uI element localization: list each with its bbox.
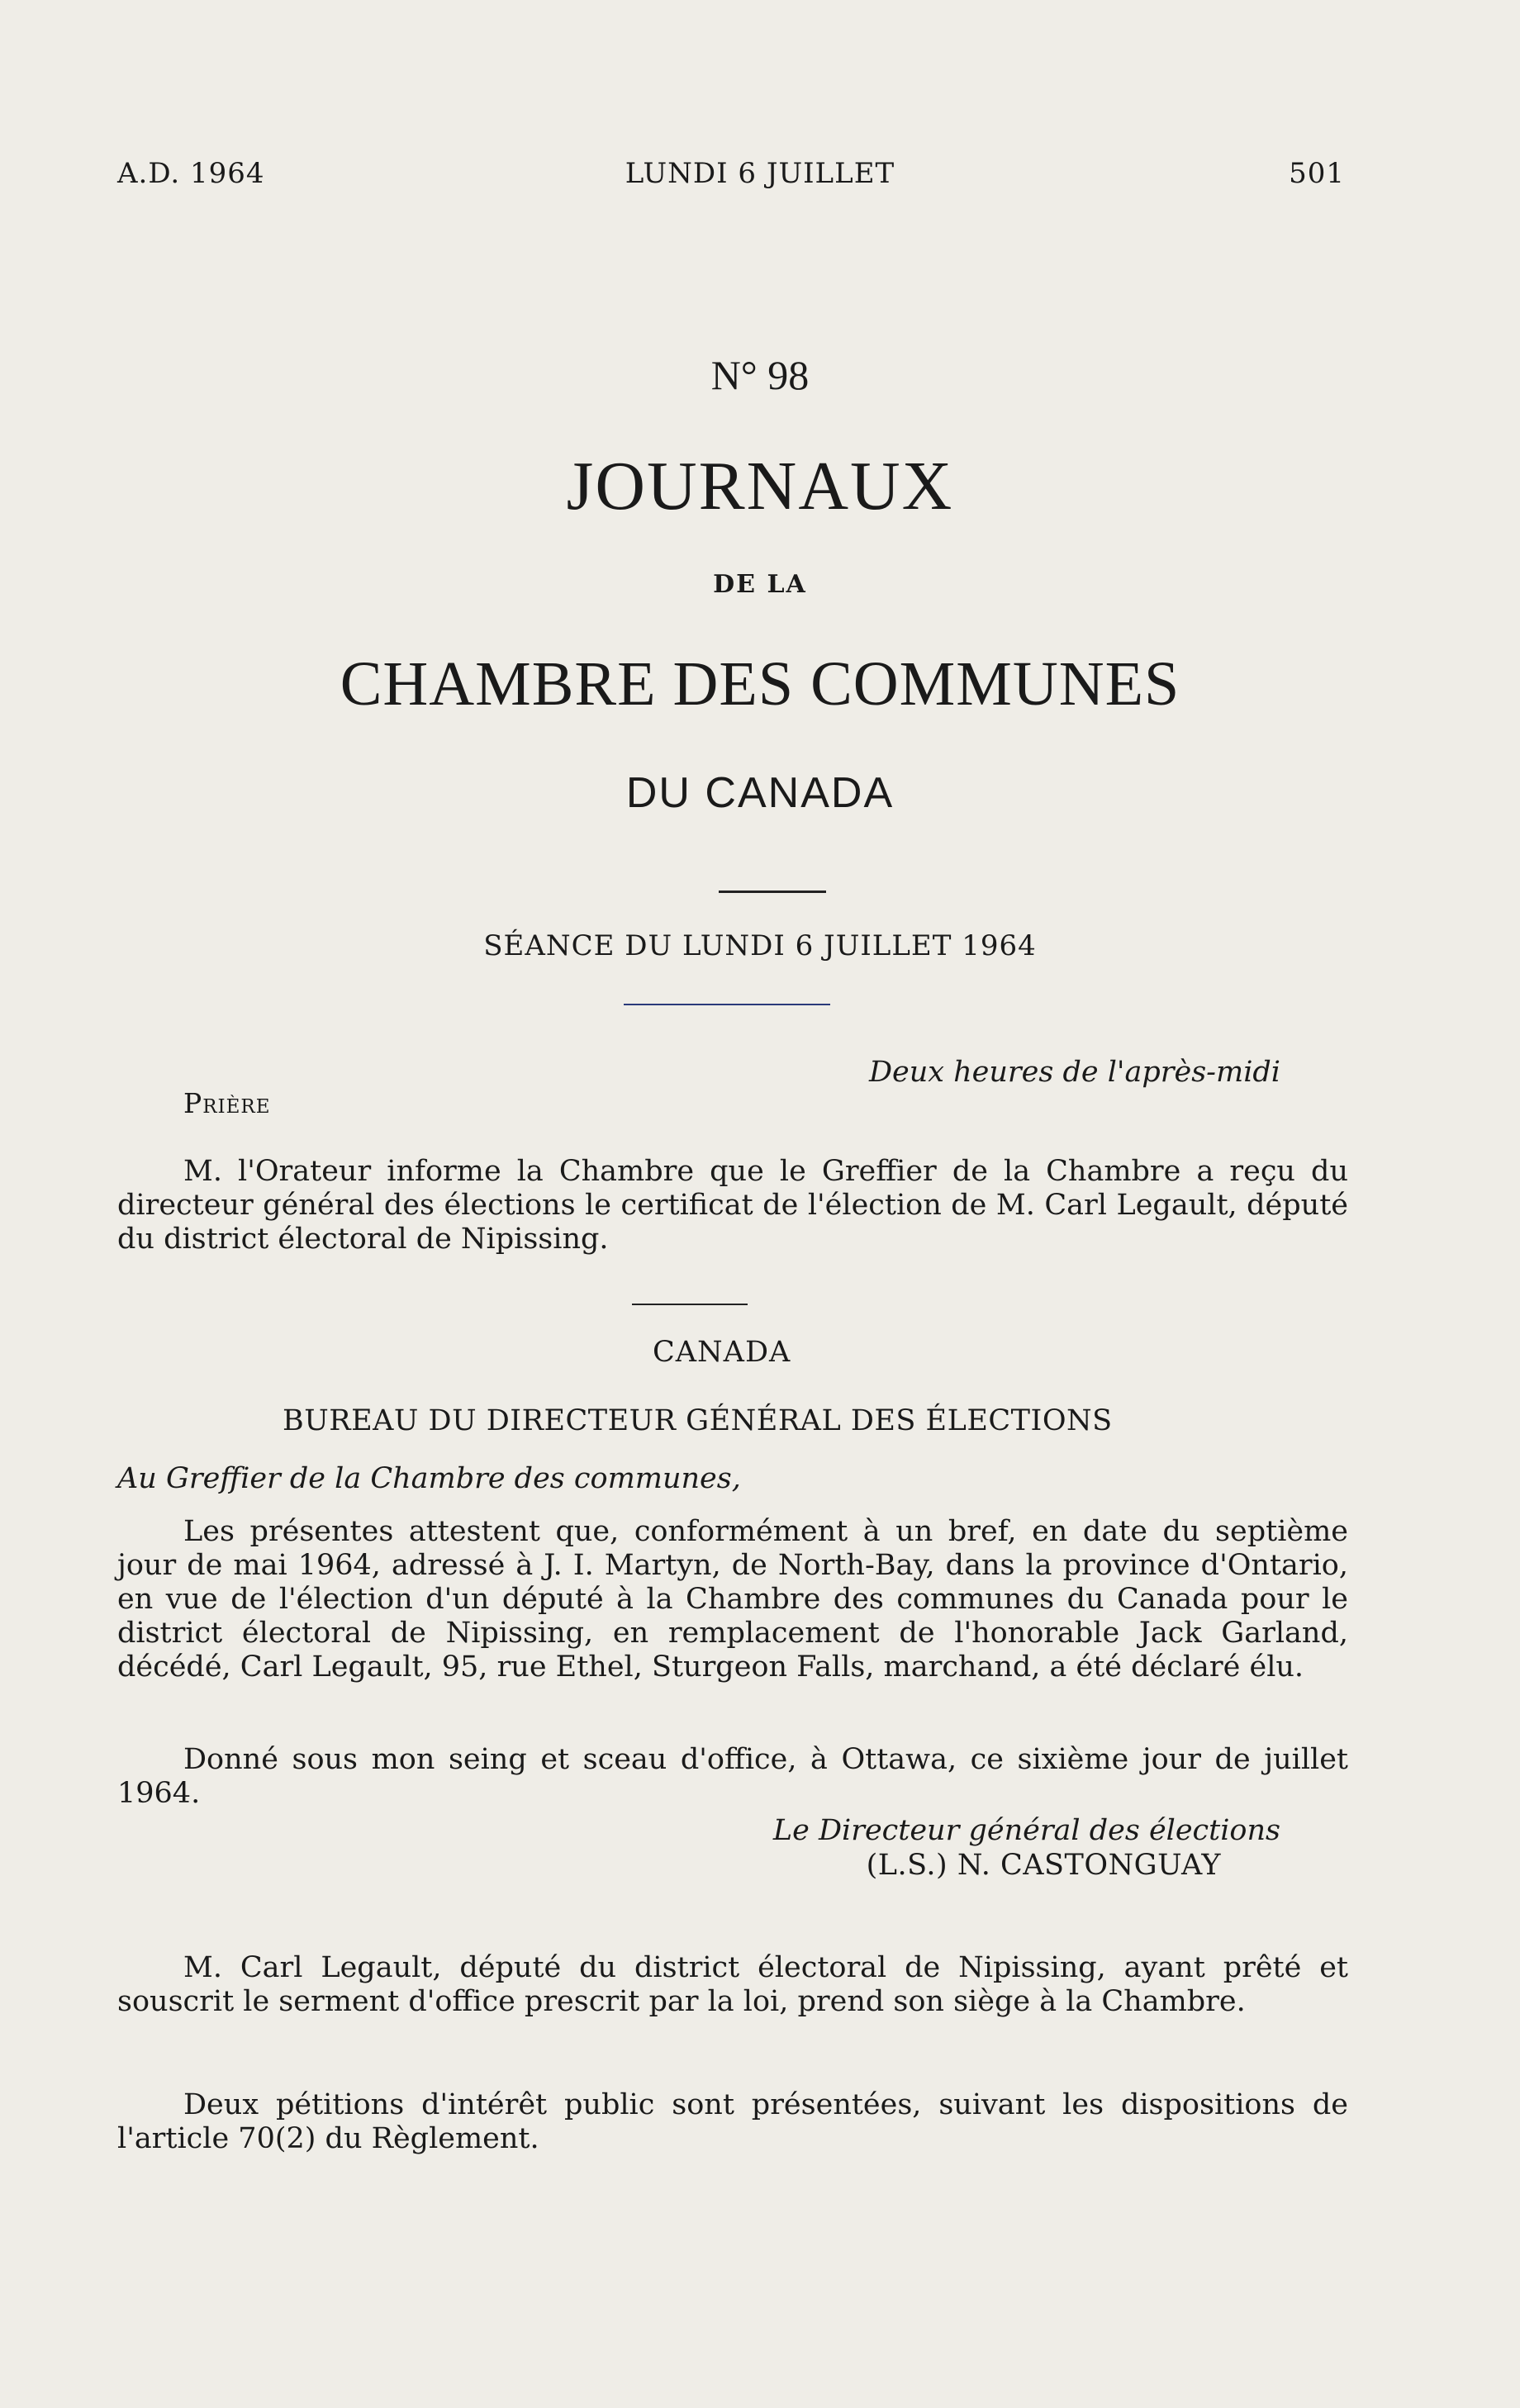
paragraph-text: M. Carl Legault, député du district électoral de Nipissing, ayant prêté et souscrit le serment d'office prescrit par la loi, prend son siège à la Chambre. — [117, 1951, 1348, 2018]
paragraph-text: Donné sous mon seing et sceau d'office, à Ottawa, ce sixième jour de juillet 1964. — [117, 1743, 1348, 1810]
header-page-number: 501 — [1289, 157, 1345, 190]
issue-number: N° 98 — [710, 352, 810, 398]
divider-rule — [719, 891, 826, 893]
paragraph-given — [117, 1743, 1348, 1811]
paragraph-text: Deux pétitions d'intérêt public sont présentées, suivant les dispositions de l'article 70(2) du Règlement. — [117, 2088, 1348, 2155]
header-year: A.D. 1964 — [117, 157, 265, 190]
journal-title: JOURNAUX — [566, 448, 954, 525]
signer-name: (L.S.) N. CASTONGUAY — [866, 1849, 1221, 1882]
paragraph-orateur — [117, 1155, 1348, 1256]
divider-rule — [624, 1004, 830, 1005]
journal-subtitle-de-la: DE LA — [713, 570, 807, 599]
certificate-salutation: Au Greffier de la Chambre des communes, — [117, 1462, 741, 1495]
prayer-heading: Prière — [183, 1087, 271, 1119]
sitting-title: SÉANCE DU LUNDI 6 JUILLET 1964 — [483, 929, 1037, 962]
paragraph-certificate — [117, 1515, 1348, 1684]
signer-title: Le Directeur général des élections — [772, 1814, 1280, 1847]
chamber-title: CHAMBRE DES COMMUNES — [340, 649, 1180, 719]
certificate-country: CANADA — [653, 1336, 791, 1369]
header-date: LUNDI 6 JUILLET — [625, 157, 895, 190]
paragraph-text: M. l'Orateur informe la Chambre que le Greffier de la Chambre a reçu du directeur général des élections le certificat de l'élection de M. Carl Legault, député du district électoral de Nipissing. — [117, 1155, 1348, 1256]
divider-rule — [632, 1304, 748, 1305]
paragraph-oath — [117, 1951, 1348, 2019]
paragraph-petitions — [117, 2088, 1348, 2156]
sitting-time: Deux heures de l'après-midi — [868, 1056, 1280, 1089]
certificate-bureau: BUREAU DU DIRECTEUR GÉNÉRAL DES ÉLECTIONS — [283, 1404, 1113, 1437]
country-title: DU CANADA — [625, 769, 895, 817]
paragraph-text: Les présentes attestent que, conformément à un bref, en date du septième jour de mai 1964, adressé à J. I. Martyn, de North-Bay, dans la province d'Ontario, en vue de l'élection d'un député à la Chambre des communes du Canada pour le district électoral de Nipissing, en remplacement de l'honorable Jack Garland, décédé, Carl Legault, 95, rue Ethel, Sturgeon Falls, marchand, a été déclaré élu. — [117, 1515, 1348, 1684]
